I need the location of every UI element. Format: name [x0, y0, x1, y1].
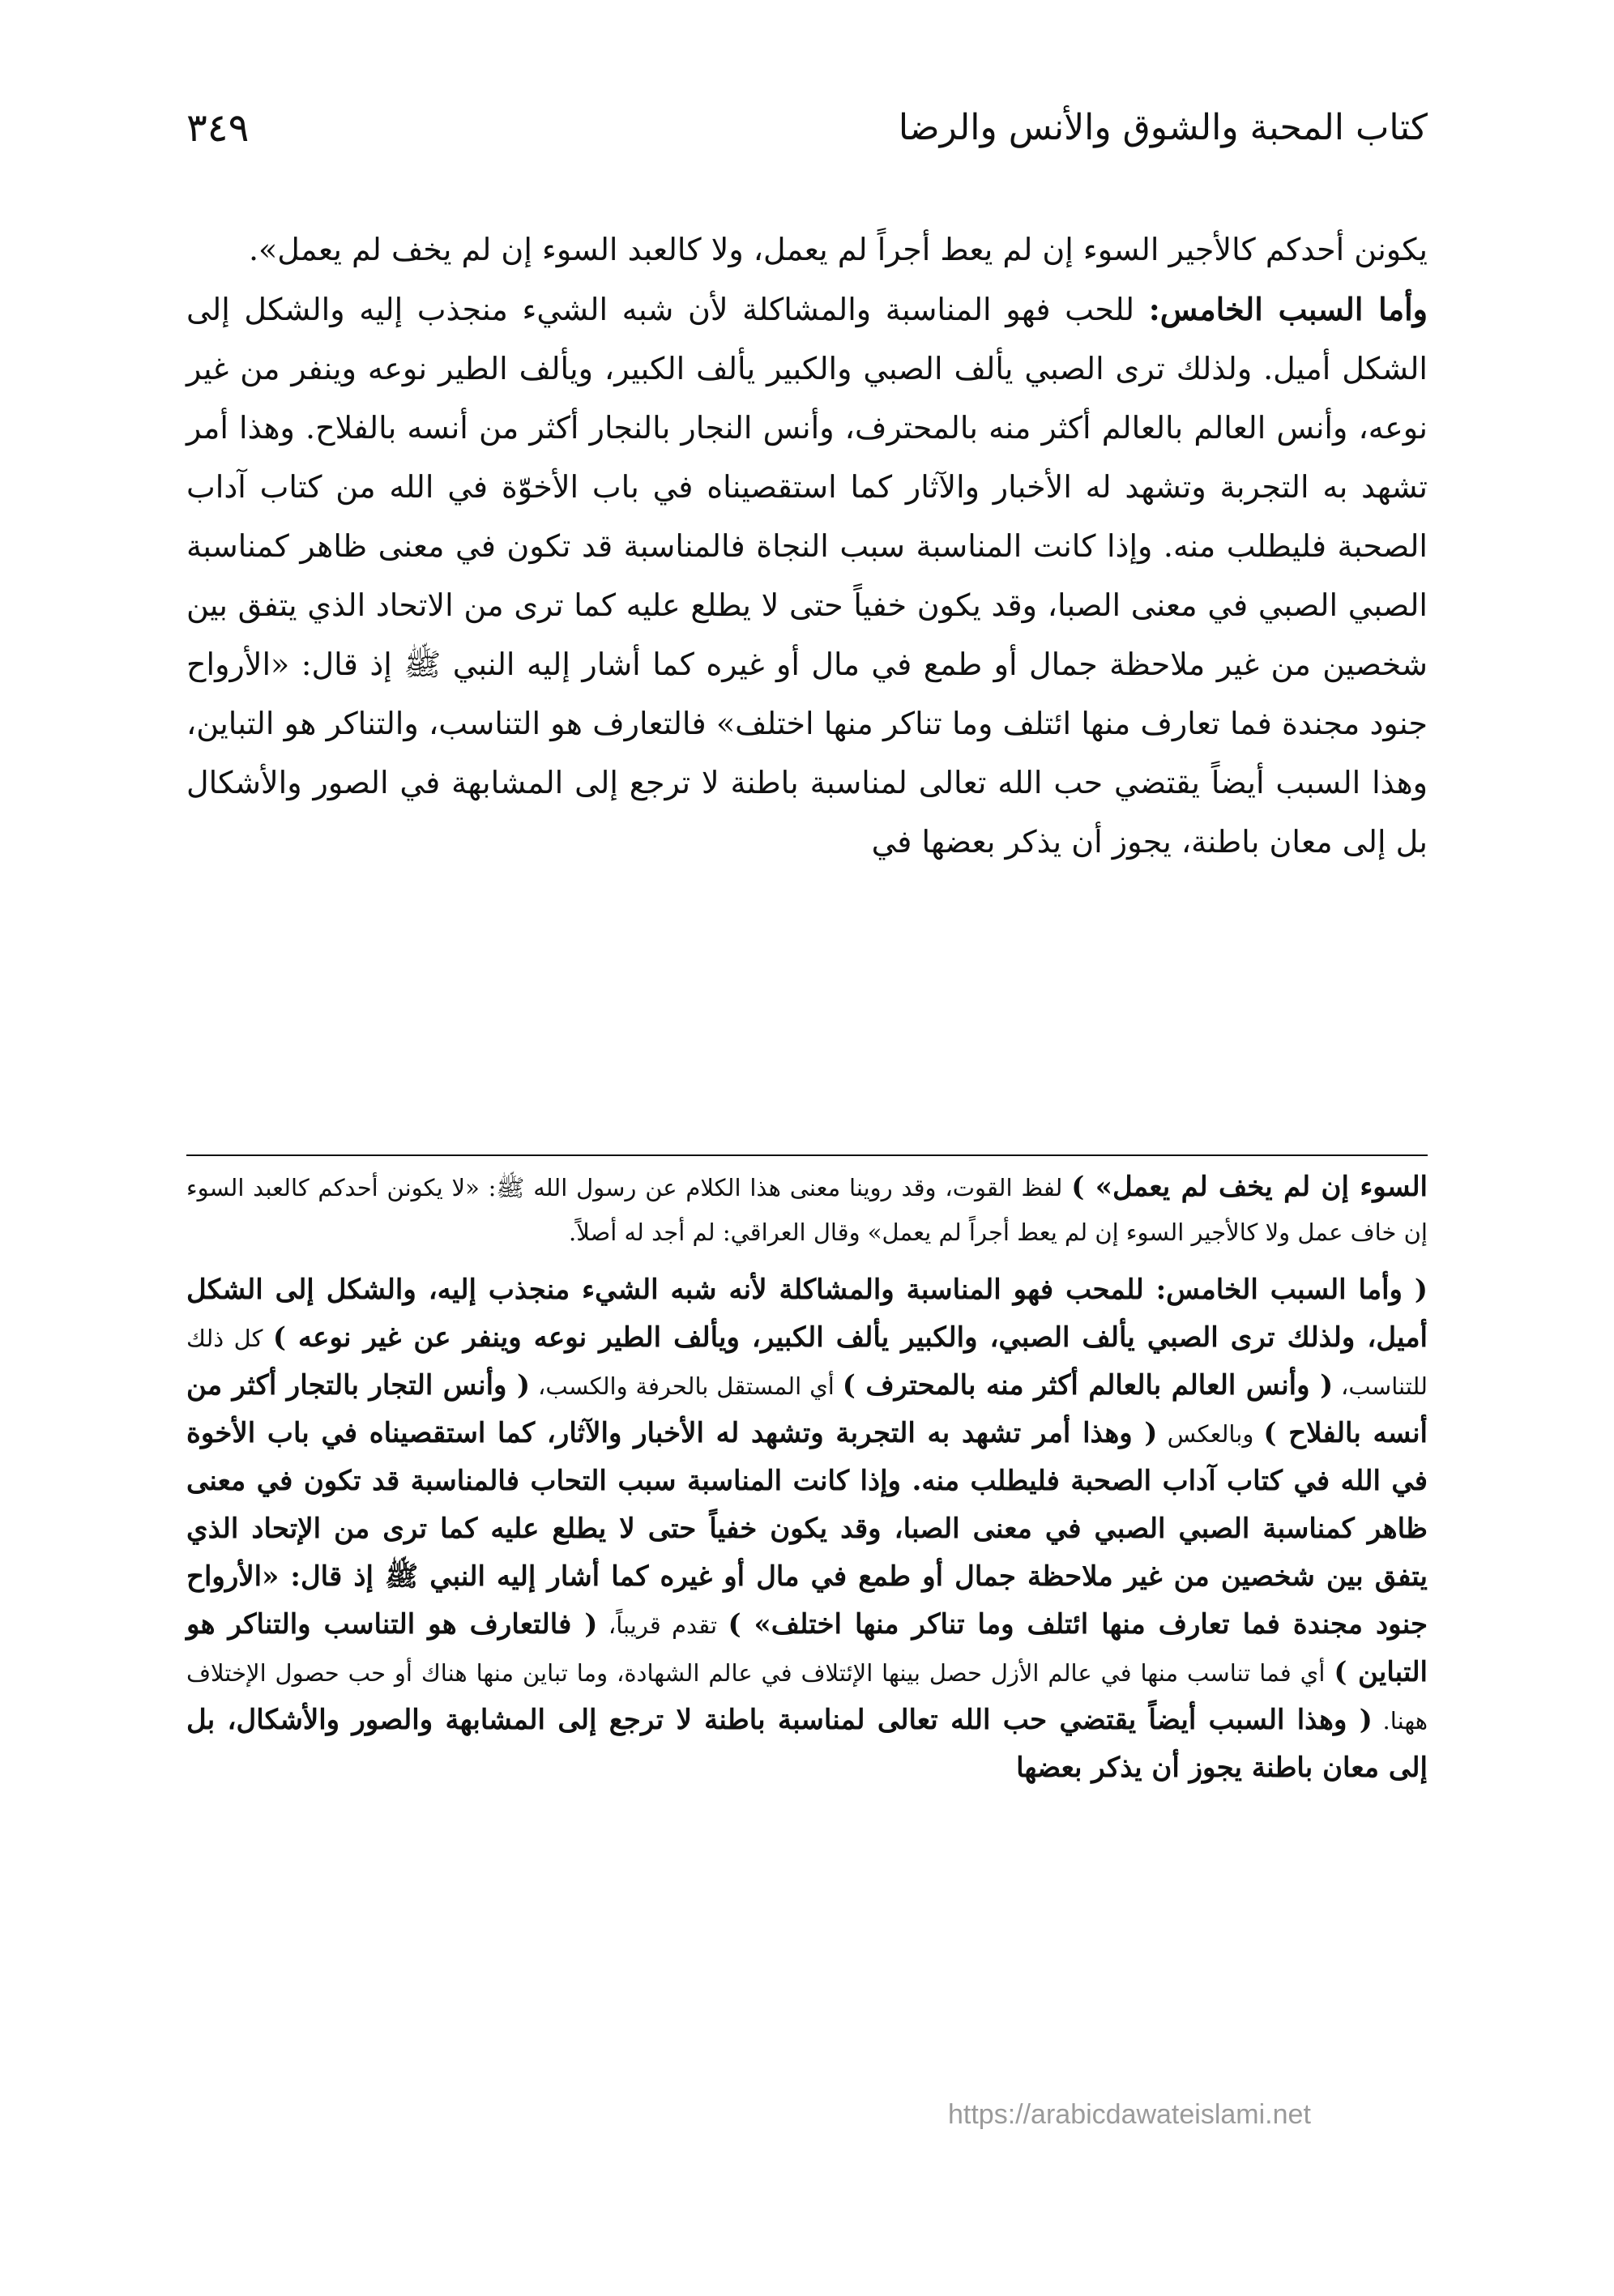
- note-2-quote-2: ( وأنس العالم بالعالم أكثر منه بالمحترف ): [842, 1369, 1334, 1402]
- note-2-text-3: وبالعكس: [1157, 1420, 1264, 1448]
- commentary: [186, 1165, 1428, 1792]
- note-2-quote-6: ( وهذا السبب أيضاً يقتضي حب الله تعالى لمناسبة باطنة لا ترجع إلى المشابهة والصور والأشكال، بل إلى معان باطنة يجوز أن يذكر بعضها: [186, 1704, 1428, 1784]
- page-header: [186, 96, 1428, 160]
- note-2-quote-3: ( وأنس التجار بالتجار أكثر من أنسه بالفلاح ): [186, 1369, 1428, 1449]
- note-2-text-4: تقدم قريباً،: [597, 1611, 728, 1639]
- paragraph-1: يكونن أحدكم كالأجير السوء إن لم يعط أجراً لم يعمل، ولا كالعبد السوء إن لم يخف لم يعمل».: [248, 232, 1428, 267]
- running-title: كتاب المحبة والشوق والأنس والرضا: [898, 107, 1428, 148]
- commentary-note-1: [186, 1165, 1428, 1255]
- commentary-note-2: [186, 1266, 1428, 1792]
- main-text: [186, 220, 1428, 872]
- note-2-text-1: كل ذلك للتناسب،: [186, 1325, 1428, 1400]
- footnote-separator: [186, 1154, 1428, 1156]
- note-1-text: لفظ القوت، وقد روينا معنى هذا الكلام عن رسول الله ﷺ: «لا يكونن أحدكم كالعبد السوء إن خاف عمل ولا كالأجير السوء إن لم يعط أجراً لم يعمل» وقال العراقي: لم أجد له أصلاً.: [186, 1174, 1428, 1246]
- page-number: ٣٤٩: [186, 105, 250, 151]
- note-2-quote-4: ( وهذا أمر تشهد به التجربة وتشهد له الأخبار والآثار، كما استقصيناه في باب الأخوة في الله في كتاب آداب الصحبة فليطلب منه. وإذا كانت المناسبة سبب التحاب فالمناسبة قد تكون في معنى ظاهر كمناسبة الصبي الصبي في معنى الصبا، وقد يكون خفياً حتى لا يطلع عليه كما ترى من الإتحاد الذي يتفق بين شخصين من غير ملاحظة جمال أو طمع في مال أو غيره كما أشار إليه النبي ﷺ إذ قال: «الأرواح جنود مجندة فما تعارف منها ائتلف وما تناكر منها اختلف» ): [186, 1417, 1428, 1641]
- paragraph-2: [186, 280, 1428, 872]
- note-2-text-5: أي فما تناسب منها في عالم الأزل حصل بينها الإئتلاف في عالم الشهادة، وما تباين منها هناك أو حب حصول الإختلاف ههنا.: [186, 1659, 1428, 1735]
- note-2-quote-1: ( وأما السبب الخامس: للمحب فهو المناسبة والمشاكلة لأنه شبه الشيء منجذب إليه، والشكل إلى الشكل أميل، ولذلك ترى الصبي يألف الصبي، والكبير يألف الكبير، ويألف الطير نوعه وينفر عن غير نوعه ): [186, 1274, 1428, 1354]
- note-2-quote-5: ( فالتعارف هو التناسب والتناكر هو التباين ): [186, 1608, 1428, 1688]
- paragraph-2-text: للحب فهو المناسبة والمشاكلة لأن شبه الشيء منجذب إليه والشكل إلى الشكل أميل. ولذلك ترى الصبي يألف الصبي والكبير يألف الكبير، ويألف الطير نوعه وينفر من غير نوعه، وأنس العالم بالعالم أكثر منه بالمحترف، وأنس النجار بالنجار أكثر من أنسه بالفلاح. وهذا أمر تشهد به التجربة وتشهد له الأخبار والآثار كما استقصيناه في باب الأخوّة في الله من كتاب آداب الصحبة فليطلب منه. وإذا كانت المناسبة سبب النجاة فالمناسبة قد تكون في معنى ظاهر كمناسبة الصبي الصبي في معنى الصبا، وقد يكون خفياً حتى لا يطلع عليه كما ترى من الاتحاد الذي يتفق بين شخصين من غير ملاحظة جمال أو طمع في مال أو غيره كما أشار إليه النبي ﷺ إذ قال: «الأرواح جنود مجندة فما تعارف منها ائتلف وما تناكر منها اختلف» فالتعارف هو التناسب، والتناكر هو التباين، وهذا السبب أيضاً يقتضي حب الله تعالى لمناسبة باطنة لا ترجع إلى المشابهة في الصور والأشكال بل إلى معان باطنة، يجوز أن يذكر بعضها في: [186, 292, 1428, 860]
- paragraph-2-heading: وأما السبب الخامس:: [1148, 291, 1428, 327]
- watermark-url: https://arabicdawateislami.net: [948, 2099, 1311, 2130]
- note-1-quote: السوء إن لم يخف لم يعمل» ): [1071, 1171, 1428, 1203]
- note-2-text-2: أي المستقل بالحرفة والكسب،: [530, 1372, 843, 1400]
